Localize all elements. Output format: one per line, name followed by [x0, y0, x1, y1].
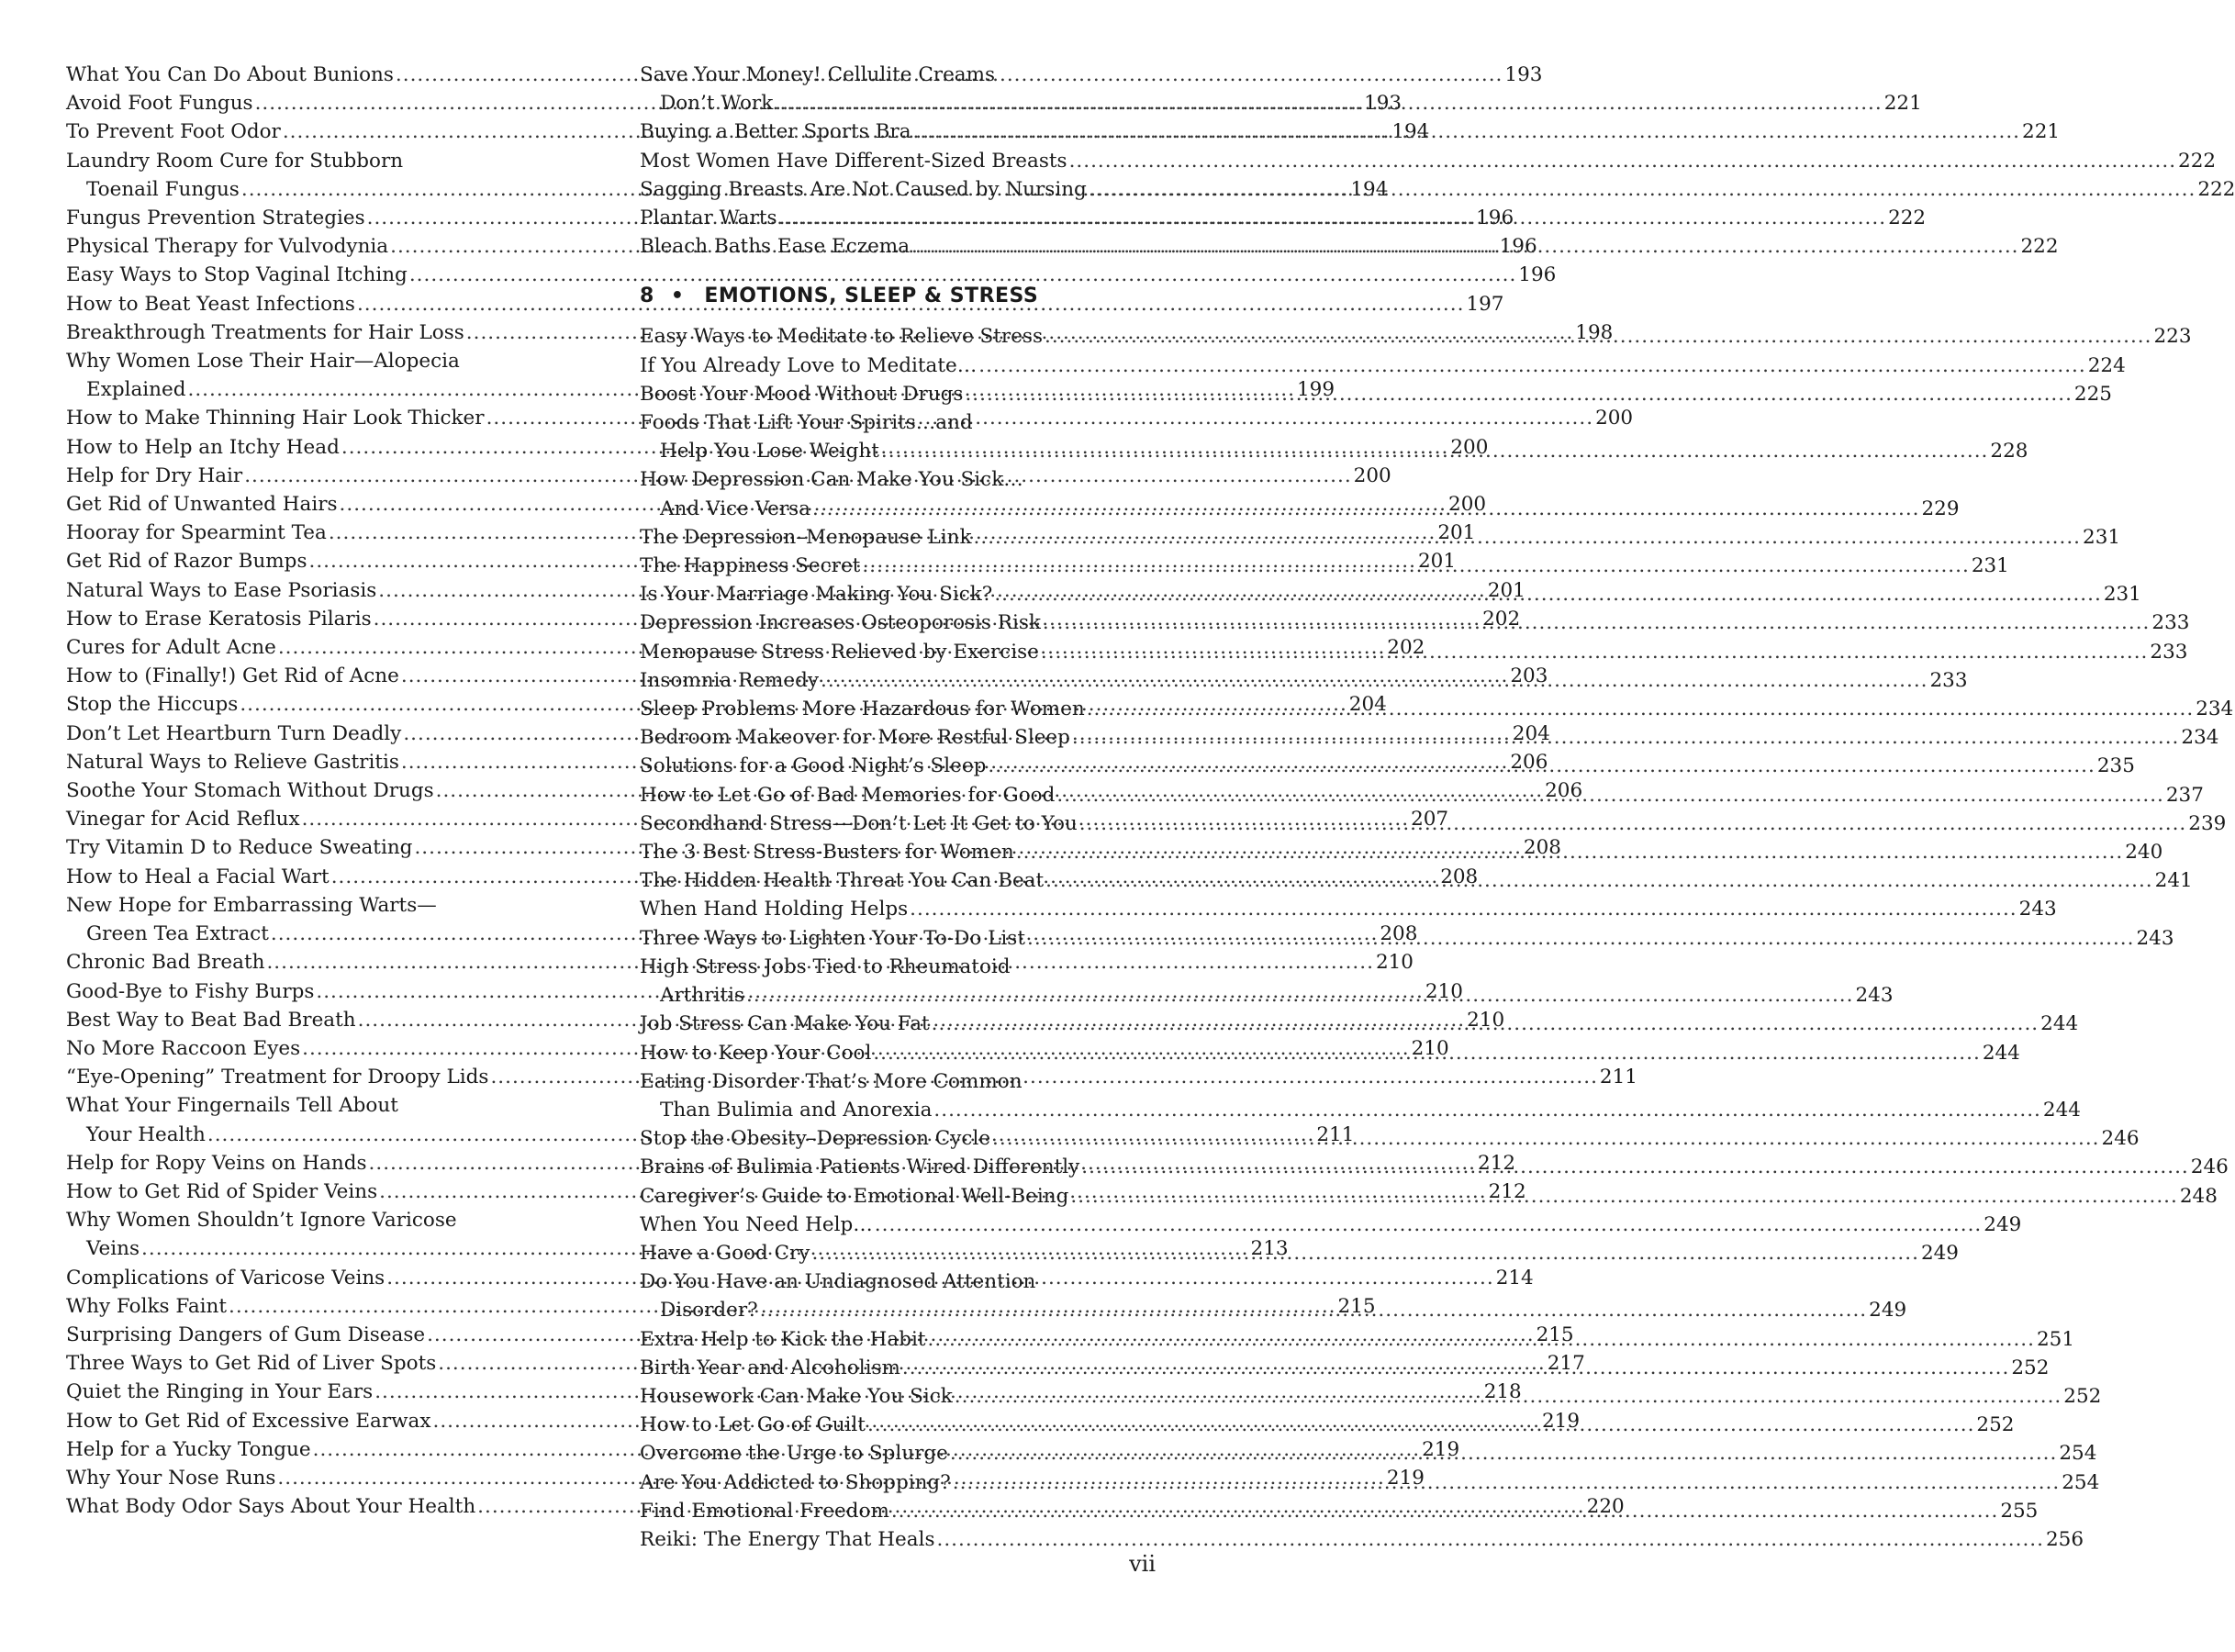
toc-entry-page: 204 [1512, 721, 1550, 745]
toc-entry[interactable] [640, 1211, 2022, 1239]
dot-leader [965, 380, 2072, 408]
toc-entry-page: 196 [1518, 263, 1557, 287]
dot-leader [1079, 809, 2186, 838]
dot-leader [821, 666, 1928, 695]
toc-entry-page: 196 [1499, 235, 1537, 259]
toc-entry-page: 218 [1483, 1380, 1522, 1404]
toc-entry-title: When You Need Help… [640, 1212, 873, 1236]
toc-entry-title: Surprising Dangers of Gum Disease [66, 1323, 426, 1346]
toc-entry-page: 193 [1364, 92, 1402, 116]
toc-entry-title-continued: Than Bulimia and Anorexia [660, 1098, 933, 1122]
toc-entry-page: 252 [1976, 1413, 2015, 1437]
toc-entry-title: Physical Therapy for Vulvodynia [66, 235, 389, 259]
toc-entry-page: 206 [1510, 750, 1548, 774]
toc-entry-title: How to Get Rid of Spider Veins [66, 1179, 378, 1203]
toc-entry-page: 234 [2196, 698, 2234, 721]
toc-entry-page: 219 [1422, 1437, 1460, 1461]
toc-entry-title: Fungus Prevention Strategies [66, 206, 365, 230]
toc-entry-title: Why Women Shouldn’t Ignore Varicose [66, 1209, 457, 1233]
toc-entry-title: Brains of Bulimia Patients Wired Differently [640, 1155, 1080, 1179]
toc-entry-page: 233 [2151, 611, 2190, 635]
toc-entry-page: 254 [2062, 1470, 2100, 1494]
toc-entry-page: 200 [1353, 463, 1391, 487]
toc-entry-title: Job Stress Can Make You Fat [640, 1012, 930, 1036]
toc-entry-title: Don’t Let Heartburn Turn Deadly [66, 721, 402, 745]
toc-entry-title: Birth Year and Alcoholism [640, 1356, 900, 1379]
toc-entry-page: 243 [1855, 984, 1894, 1008]
toc-entry-page: 194 [1391, 120, 1430, 144]
toc-entry-title: Stop the Hiccups [66, 693, 239, 717]
dot-leader [932, 1010, 2039, 1038]
toc-entry-page: 237 [2165, 783, 2204, 807]
toc-entry-title: Have a Good Cry [640, 1241, 810, 1265]
toc-entry-title: Laundry Room Cure for Stubborn [66, 149, 404, 173]
dot-leader [1045, 866, 2152, 895]
toc-entry-title: Most Women Have Different-Sized Breasts [640, 149, 1067, 173]
toc-entry-title-continued: Help You Lose Weight [660, 440, 879, 463]
toc-entry-page: 200 [1450, 435, 1489, 459]
toc-entry-title: Are You Addicted to Shopping? [640, 1470, 951, 1494]
dot-leader [891, 1497, 1998, 1525]
dot-leader [910, 895, 2017, 923]
toc-entry-page: 196 [1476, 206, 1514, 230]
toc-entry-continuation [640, 1096, 2081, 1124]
toc-entry-page: 217 [1547, 1352, 1585, 1376]
toc-entry-title: Soothe Your Stomach Without Drugs [66, 779, 434, 803]
toc-entry-title: New Hope for Embarrassing Warts— [66, 893, 437, 917]
toc-entry-page: 210 [1411, 1036, 1449, 1060]
toc-entry-title: Bedroom Makeover for More Restful Sleep [640, 726, 1070, 750]
toc-entry-title: The 3 Best Stress-Busters for Women [640, 841, 1014, 865]
dot-leader [1056, 781, 2163, 809]
dot-leader [812, 495, 1919, 523]
toc-entry-title: Natural Ways to Ease Psoriasis [66, 578, 377, 602]
toc-entry-page: 198 [1575, 320, 1614, 344]
toc-entry-title: Is Your Marriage Making You Sick? [640, 583, 993, 607]
toc-entry-title: How to Let Go of Bad Memories for Good [640, 783, 1056, 807]
toc-entry-title: Cures for Adult Acne [66, 636, 276, 660]
toc-entry-page: 239 [2188, 811, 2227, 835]
toc-entry-page: 200 [1448, 493, 1487, 517]
toc-entry-page: 208 [1523, 836, 1561, 860]
toc-entry-title: Extra Help to Kick the Habit [640, 1327, 926, 1351]
toc-entry-title: Sagging Breasts Are Not Caused by Nursing [640, 177, 1087, 201]
dot-leader [1081, 1153, 2188, 1181]
toc-entry-title: Why Women Lose Their Hair—Alopecia [66, 350, 460, 374]
toc-entry-page: 223 [2153, 325, 2192, 349]
toc-entry-page: 219 [1541, 1409, 1581, 1433]
toc-entry-title: Help for a Yucky Tongue [66, 1437, 311, 1461]
toc-entry-title: Three Ways to Get Rid of Liver Spots [66, 1352, 437, 1376]
toc-entry-page: 249 [1984, 1212, 2022, 1236]
toc-entry-title: Menopause Stress Relieved by Exercise [640, 640, 1039, 664]
toc-entry-title: How to Beat Yeast Infections [66, 292, 355, 316]
toc-entry-title: The Happiness Secret [640, 554, 861, 578]
dot-leader [1041, 638, 2148, 666]
toc-entry-title: How to (Finally!) Get Rid of Acne [66, 664, 399, 688]
toc-entry-title: How to Help an Itchy Head [66, 435, 340, 459]
toc-entry-title: How to Erase Keratosis Pilaris [66, 607, 372, 631]
dot-leader [811, 1239, 1918, 1267]
toc-entry-title: Get Rid of Razor Bumps [66, 550, 307, 574]
dot-leader [1070, 1182, 2177, 1211]
toc-entry-title: How to Keep Your Cool [640, 1041, 872, 1065]
dot-leader [994, 580, 2101, 608]
dot-leader [746, 981, 1853, 1010]
toc-entry-title: Complications of Varicose Veins [66, 1266, 386, 1289]
toc-entry-title: Reiki: The Energy That Heals [640, 1527, 935, 1551]
toc-entry-page: 206 [1545, 779, 1583, 803]
dot-leader [955, 1382, 2062, 1411]
dot-leader [1043, 608, 2150, 637]
toc-entry-title: Solutions for a Good Night’s Sleep [640, 754, 987, 778]
toc-entry-page: 240 [2125, 841, 2163, 865]
toc-entry-title: Get Rid of Unwanted Hairs [66, 493, 338, 517]
toc-entry-title: Help for Dry Hair [66, 463, 243, 487]
toc-entry-page: 222 [1888, 206, 1927, 230]
toc-entry-title-continued: Veins [86, 1237, 140, 1261]
toc-entry-title-continued: Disorder? [660, 1299, 758, 1323]
chapter-bullet: • [670, 285, 685, 308]
toc-entry-title: Save Your Money! Cellulite Creams [640, 63, 996, 86]
toc-entry-title: Try Vitamin D to Reduce Sweating [66, 836, 413, 860]
toc-entry-page: 252 [2011, 1356, 2050, 1379]
dot-leader [928, 1325, 2035, 1354]
dot-leader [953, 1468, 2060, 1497]
toc-entry-page: 211 [1316, 1122, 1355, 1146]
toc-entry-page: 256 [2045, 1527, 2084, 1551]
dot-leader [779, 204, 1886, 232]
toc-entry-title-continued: Arthritis [660, 984, 744, 1008]
toc-entry-page: 244 [2040, 1012, 2079, 1036]
toc-entry-title: Eating Disorder That’s More Common [640, 1069, 1023, 1093]
toc-entry-page: 214 [1495, 1266, 1534, 1289]
toc-entry-page: 202 [1482, 607, 1521, 631]
toc-entry-title: Sleep Problems More Hazardous for Women [640, 698, 1085, 721]
toc-entry-title: How to Get Rid of Excessive Earwax [66, 1409, 431, 1433]
toc-entry-page: 207 [1411, 808, 1449, 832]
toc-entry-page: 213 [1250, 1237, 1289, 1261]
dot-leader [775, 89, 1882, 117]
toc-entry-title: Why Folks Faint [66, 1294, 228, 1318]
dot-leader [1087, 695, 2194, 723]
toc-entry-page: 200 [1595, 407, 1634, 430]
toc-entry-title: How to Make Thinning Hair Look Thicker [66, 407, 485, 430]
dot-leader [867, 1411, 1974, 1439]
toc-entry-page: 246 [2190, 1155, 2229, 1179]
dot-leader [760, 1296, 1867, 1324]
toc-entry-title: Find Emotional Freedom [640, 1499, 889, 1523]
toc-entry-title: What Body Odor Says About Your Health [66, 1495, 476, 1519]
dot-leader [1016, 838, 2123, 866]
toc-entry-title-continued: Don’t Work [660, 92, 774, 116]
toc-entry-page: 224 [2087, 353, 2126, 377]
dot-leader [902, 1354, 2009, 1382]
toc-entry-page: 252 [2063, 1384, 2102, 1408]
toc-entry-page: 249 [1920, 1241, 1959, 1265]
toc-entry-page: 222 [2178, 149, 2217, 173]
toc-entry-title: Buying a Better Sports Bra [640, 120, 911, 144]
dot-leader [913, 117, 2020, 146]
toc-entry-title: Bleach Baths Ease Eczema [640, 235, 911, 259]
toc-entry-page: 201 [1437, 521, 1476, 545]
toc-entry-page: 234 [2181, 726, 2219, 750]
dot-leader [1045, 322, 2151, 351]
chapter-number: 8 [640, 285, 654, 308]
dot-leader [950, 1439, 2057, 1468]
toc-entry-page: 235 [2096, 754, 2135, 778]
toc-entry[interactable] [640, 147, 2217, 175]
toc-entry-title: What You Can Do About Bunions [66, 63, 394, 86]
toc-entry-page: 212 [1488, 1179, 1526, 1203]
toc-entry-page: 215 [1337, 1294, 1376, 1318]
toc-entry-page: 244 [1982, 1041, 2020, 1065]
toc-entry-title: Foods That Lift Your Spirits…and [640, 411, 973, 435]
toc-entry-page: 255 [2000, 1499, 2039, 1523]
chapter-title: EMOTIONS, SLEEP & STRESS [704, 285, 1039, 308]
toc-entry-title: Do You Have an Undiagnosed Attention [640, 1270, 1036, 1294]
toc-entry-page: 219 [1386, 1466, 1425, 1490]
toc-entry-page: 208 [1440, 865, 1479, 888]
toc-entry-title-continued: Toenail Fungus [86, 177, 240, 201]
dot-leader [933, 1096, 2040, 1124]
dot-leader [1072, 723, 2179, 752]
toc-entry-title: How Depression Can Make You Sick… [640, 468, 1023, 492]
toc-entry-page: 221 [1883, 92, 1922, 116]
toc-entry-title: “Eye-Opening” Treatment for Droopy Lids [66, 1066, 489, 1089]
toc-entry-title: Why Your Nose Runs [66, 1466, 276, 1490]
page-folio: vii [1129, 1551, 1156, 1577]
dot-leader [988, 752, 2095, 780]
toc-entry-page: 233 [1929, 668, 1968, 692]
toc-entry[interactable] [640, 1525, 2084, 1554]
toc-entry-page: 254 [2059, 1442, 2097, 1466]
dot-leader [911, 232, 2018, 261]
toc-entry-page: 197 [1466, 292, 1504, 316]
toc-entry-page: 228 [1990, 440, 2028, 463]
toc-entry-title: Help for Ropy Veins on Hands [66, 1151, 367, 1175]
toc-entry-title: Good-Bye to Fishy Burps [66, 979, 315, 1003]
toc-entry-title: Natural Ways to Relieve Gastritis [66, 750, 399, 774]
toc-entry-title: Quiet the Ringing in Your Ears [66, 1380, 374, 1404]
toc-entry-page: 208 [1380, 922, 1418, 946]
toc-entry-page: 251 [2036, 1327, 2075, 1351]
toc-entry-page: 215 [1536, 1323, 1574, 1346]
dot-leader [992, 1124, 2099, 1153]
dot-leader [862, 552, 1969, 580]
toc-entry-title: Easy Ways to Stop Vaginal Itching [66, 263, 408, 287]
toc-entry-page: 222 [2197, 177, 2235, 201]
toc-entry-title: How to Heal a Facial Wart [66, 865, 330, 888]
toc-entry-title: Breakthrough Treatments for Hair Loss [66, 320, 464, 344]
toc-entry-page: 233 [2150, 640, 2188, 664]
toc-entry-page: 202 [1387, 636, 1425, 660]
dot-leader [1027, 924, 2134, 953]
toc-entry-page: 241 [2154, 869, 2193, 893]
toc-entry-page: 246 [2101, 1127, 2140, 1151]
toc-entry-page: 248 [2179, 1184, 2218, 1208]
toc-entry-title: Housework Can Make You Sick [640, 1384, 953, 1408]
toc-entry-page: 199 [1296, 378, 1335, 402]
toc-entry-title-continued: And Vice Versa [660, 497, 811, 520]
toc-entry-page: 249 [1869, 1299, 1907, 1323]
toc-entry-page: 225 [2073, 382, 2112, 406]
toc-entry-title-continued: Your Health [86, 1122, 206, 1146]
dot-leader [974, 523, 2081, 552]
toc-entry-title: Three Ways to Lighten Your To-Do List [640, 926, 1025, 950]
toc-entry-page: 243 [2018, 898, 2057, 921]
toc-entry-title: High Stress Jobs Tied to Rheumatoid [640, 954, 1011, 978]
toc-entry-title: How to Let Go of Guilt [640, 1413, 866, 1437]
toc-entry-page: 210 [1425, 979, 1463, 1003]
toc-entry-page: 210 [1467, 1008, 1505, 1032]
toc-entry-title: Hooray for Spearmint Tea [66, 521, 327, 545]
toc-entry-page: 194 [1350, 177, 1389, 201]
toc-entry-title: Boost Your Mood Without Drugs [640, 382, 964, 406]
dot-leader [881, 437, 1988, 465]
toc-entry-page: 231 [2083, 525, 2121, 549]
toc-entry[interactable] [640, 895, 2057, 923]
toc-entry-title: If You Already Love to Meditate… [640, 353, 978, 377]
toc-entry-title: To Prevent Foot Odor [66, 120, 281, 144]
dot-leader [873, 1039, 1980, 1067]
dot-leader [936, 1525, 2043, 1554]
toc-entry-page: 244 [2042, 1098, 2081, 1122]
toc-entry[interactable] [66, 261, 1557, 289]
toc-entry-page: 222 [2020, 235, 2059, 259]
toc-entry-page: 229 [1921, 497, 1960, 520]
toc-entry-title: The Hidden Health Threat You Can Beat [640, 869, 1045, 893]
toc-entry-title: Overcome the Urge to Splurge [640, 1442, 948, 1466]
toc-entry-title: Secondhand Stress—Don’t Let It Get to You [640, 811, 1078, 835]
toc-entry-page: 203 [1510, 664, 1548, 688]
toc-entry-title: No More Raccoon Eyes [66, 1036, 301, 1060]
toc-entry-title: Vinegar for Acid Reflux [66, 808, 300, 832]
toc-entry[interactable] [640, 352, 2126, 380]
toc-entry-page: 243 [2136, 926, 2174, 950]
toc-entry-title: Stop the Obesity–Depression Cycle [640, 1127, 991, 1151]
chapter-heading [640, 285, 1156, 307]
toc-entry-page: 211 [1599, 1066, 1637, 1089]
dot-leader [978, 352, 2085, 380]
toc-entry-title: When Hand Holding Helps [640, 898, 909, 921]
toc-entry-title: The Depression–Menopause Link [640, 525, 972, 549]
dot-leader [1089, 175, 2196, 204]
toc-entry-page: 210 [1375, 951, 1414, 975]
toc-entry-title: Caregiver’s Guide to Emotional Well-Being [640, 1184, 1069, 1208]
toc-entry-page: 221 [2022, 120, 2061, 144]
toc-entry-page: 201 [1487, 578, 1525, 602]
toc-entry-title: Depression Increases Osteoporosis Risk [640, 611, 1041, 635]
toc-entry-page: 201 [1417, 550, 1457, 574]
toc-entry-title: Plantar Warts [640, 206, 777, 230]
toc-entry-page: 193 [1504, 63, 1543, 86]
toc-entry-page: 212 [1478, 1151, 1516, 1175]
toc-entry-page: 220 [1586, 1495, 1625, 1519]
dot-leader [875, 1211, 1982, 1239]
toc-entry-title: Avoid Foot Fungus [66, 92, 253, 116]
toc-entry-page: 231 [1971, 554, 2009, 578]
toc-entry-title: Best Way to Beat Bad Breath [66, 1008, 356, 1032]
toc-entry-title: Easy Ways to Meditate to Relieve Stress [640, 325, 1043, 349]
toc-entry-title: What Your Fingernails Tell About [66, 1094, 398, 1118]
toc-entry-title: Chronic Bad Breath [66, 951, 265, 975]
toc-entry-page: 204 [1348, 693, 1387, 717]
toc-entry-page: 231 [2103, 583, 2141, 607]
toc-entry-title-continued: Explained [86, 378, 186, 402]
dot-leader [1069, 147, 2176, 175]
toc-entry-title-continued: Green Tea Extract [86, 922, 269, 946]
toc-entry-title: Insomnia Remedy [640, 668, 820, 692]
